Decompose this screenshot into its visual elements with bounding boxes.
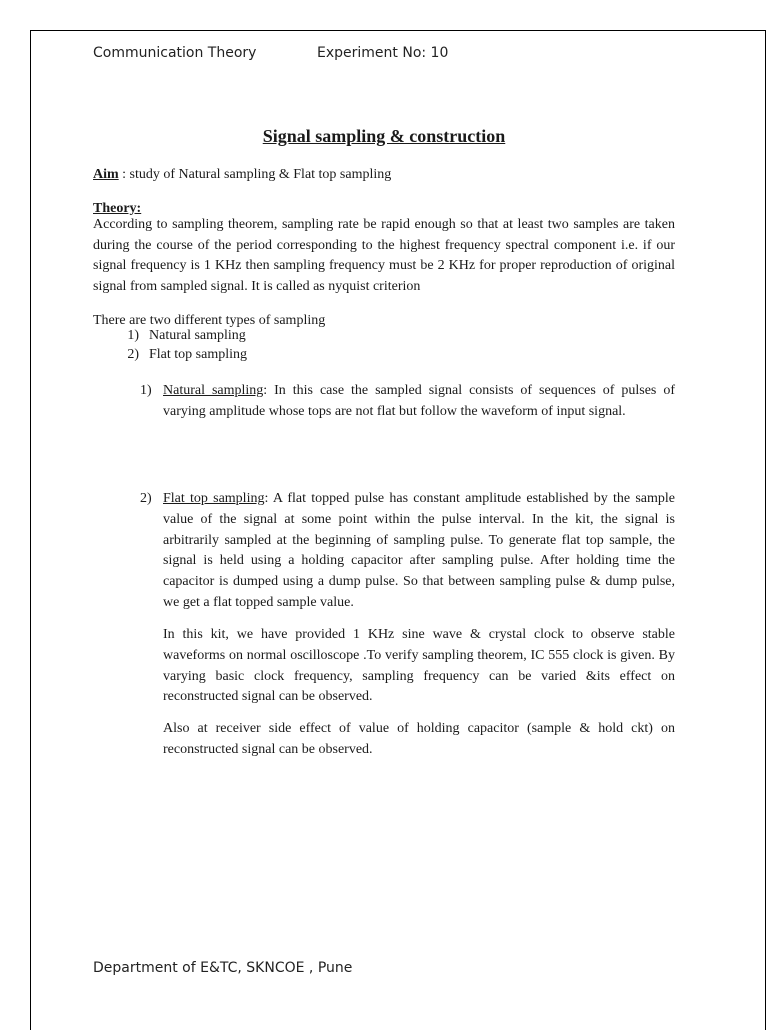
sampling-types-list (93, 327, 683, 364)
definition-term: Flat top sampling (163, 491, 265, 506)
page-footer: Department of E&TC, SKNCOE , Pune (93, 960, 353, 976)
list-item (93, 346, 683, 365)
aim-label: Aim (93, 167, 119, 182)
list-item-label: Flat top sampling (149, 346, 247, 362)
header-subject: Communication Theory (93, 45, 257, 61)
sampling-types-intro: There are two different types of sampling (93, 313, 326, 328)
definition-body (163, 381, 675, 423)
definition-number: 1) (140, 383, 152, 398)
list-item-number: 1) (127, 328, 139, 343)
kit-description-paragraph: In this kit, we have provided 1 KHz sine wave & crystal clock to observe stable waveforms on normal oscilloscope .To verify sampling theorem, IC 555 clock is given. By varying basic clock frequency, sampling frequency can be varied &its effect on reconstructed signal can be observed. (163, 627, 675, 705)
definition-term: Natural sampling (163, 383, 264, 398)
definition-text: : A flat topped pulse has constant amplitude established by the sample value of the signal at some point within the pulse interval. In the kit, the signal is arbitrarily sampled at the beginning of sampling pulse. To generate flat top sample, the signal is held using a holding capacitor after sampling pulse. After holding time the capacitor is dumped using a dump pulse. So that between sampling pulse & dump pulse, we get a flat topped sample value. (163, 491, 676, 610)
aim-line (93, 165, 683, 186)
page-header (93, 45, 449, 61)
header-experiment-number: Experiment No: 10 (317, 45, 449, 61)
natural-sampling-definition (140, 381, 675, 423)
list-item-number: 2) (127, 346, 139, 362)
list-item-label: Natural sampling (149, 328, 246, 343)
flat-top-sampling-definition (140, 489, 675, 614)
definition-body (163, 489, 675, 614)
theory-heading: Theory: (93, 201, 142, 216)
definition-number: 2) (140, 491, 152, 506)
theory-paragraph: According to sampling theorem, sampling rate be rapid enough so that at least two samples are taken during the course of the period corresponding to the highest frequency spectral component i.e. if our signal frequency is 1 KHz then sampling frequency must be 2 KHz for proper reproduction of original signal from sampled signal. It is called as nyquist criterion (93, 217, 675, 294)
document-title: Signal sampling & construction (262, 126, 506, 146)
aim-text: : study of Natural sampling & Flat top sampling (118, 167, 392, 182)
definition-text: : In this case the sampled signal consists of sequences of pulses of varying amplitude whose tops are not flat but follow the waveform of input signal. (163, 383, 675, 419)
list-item (93, 327, 683, 346)
receiver-side-paragraph: Also at receiver side effect of value of holding capacitor (sample & hold ckt) on reconstructed signal can be observed. (163, 721, 675, 757)
